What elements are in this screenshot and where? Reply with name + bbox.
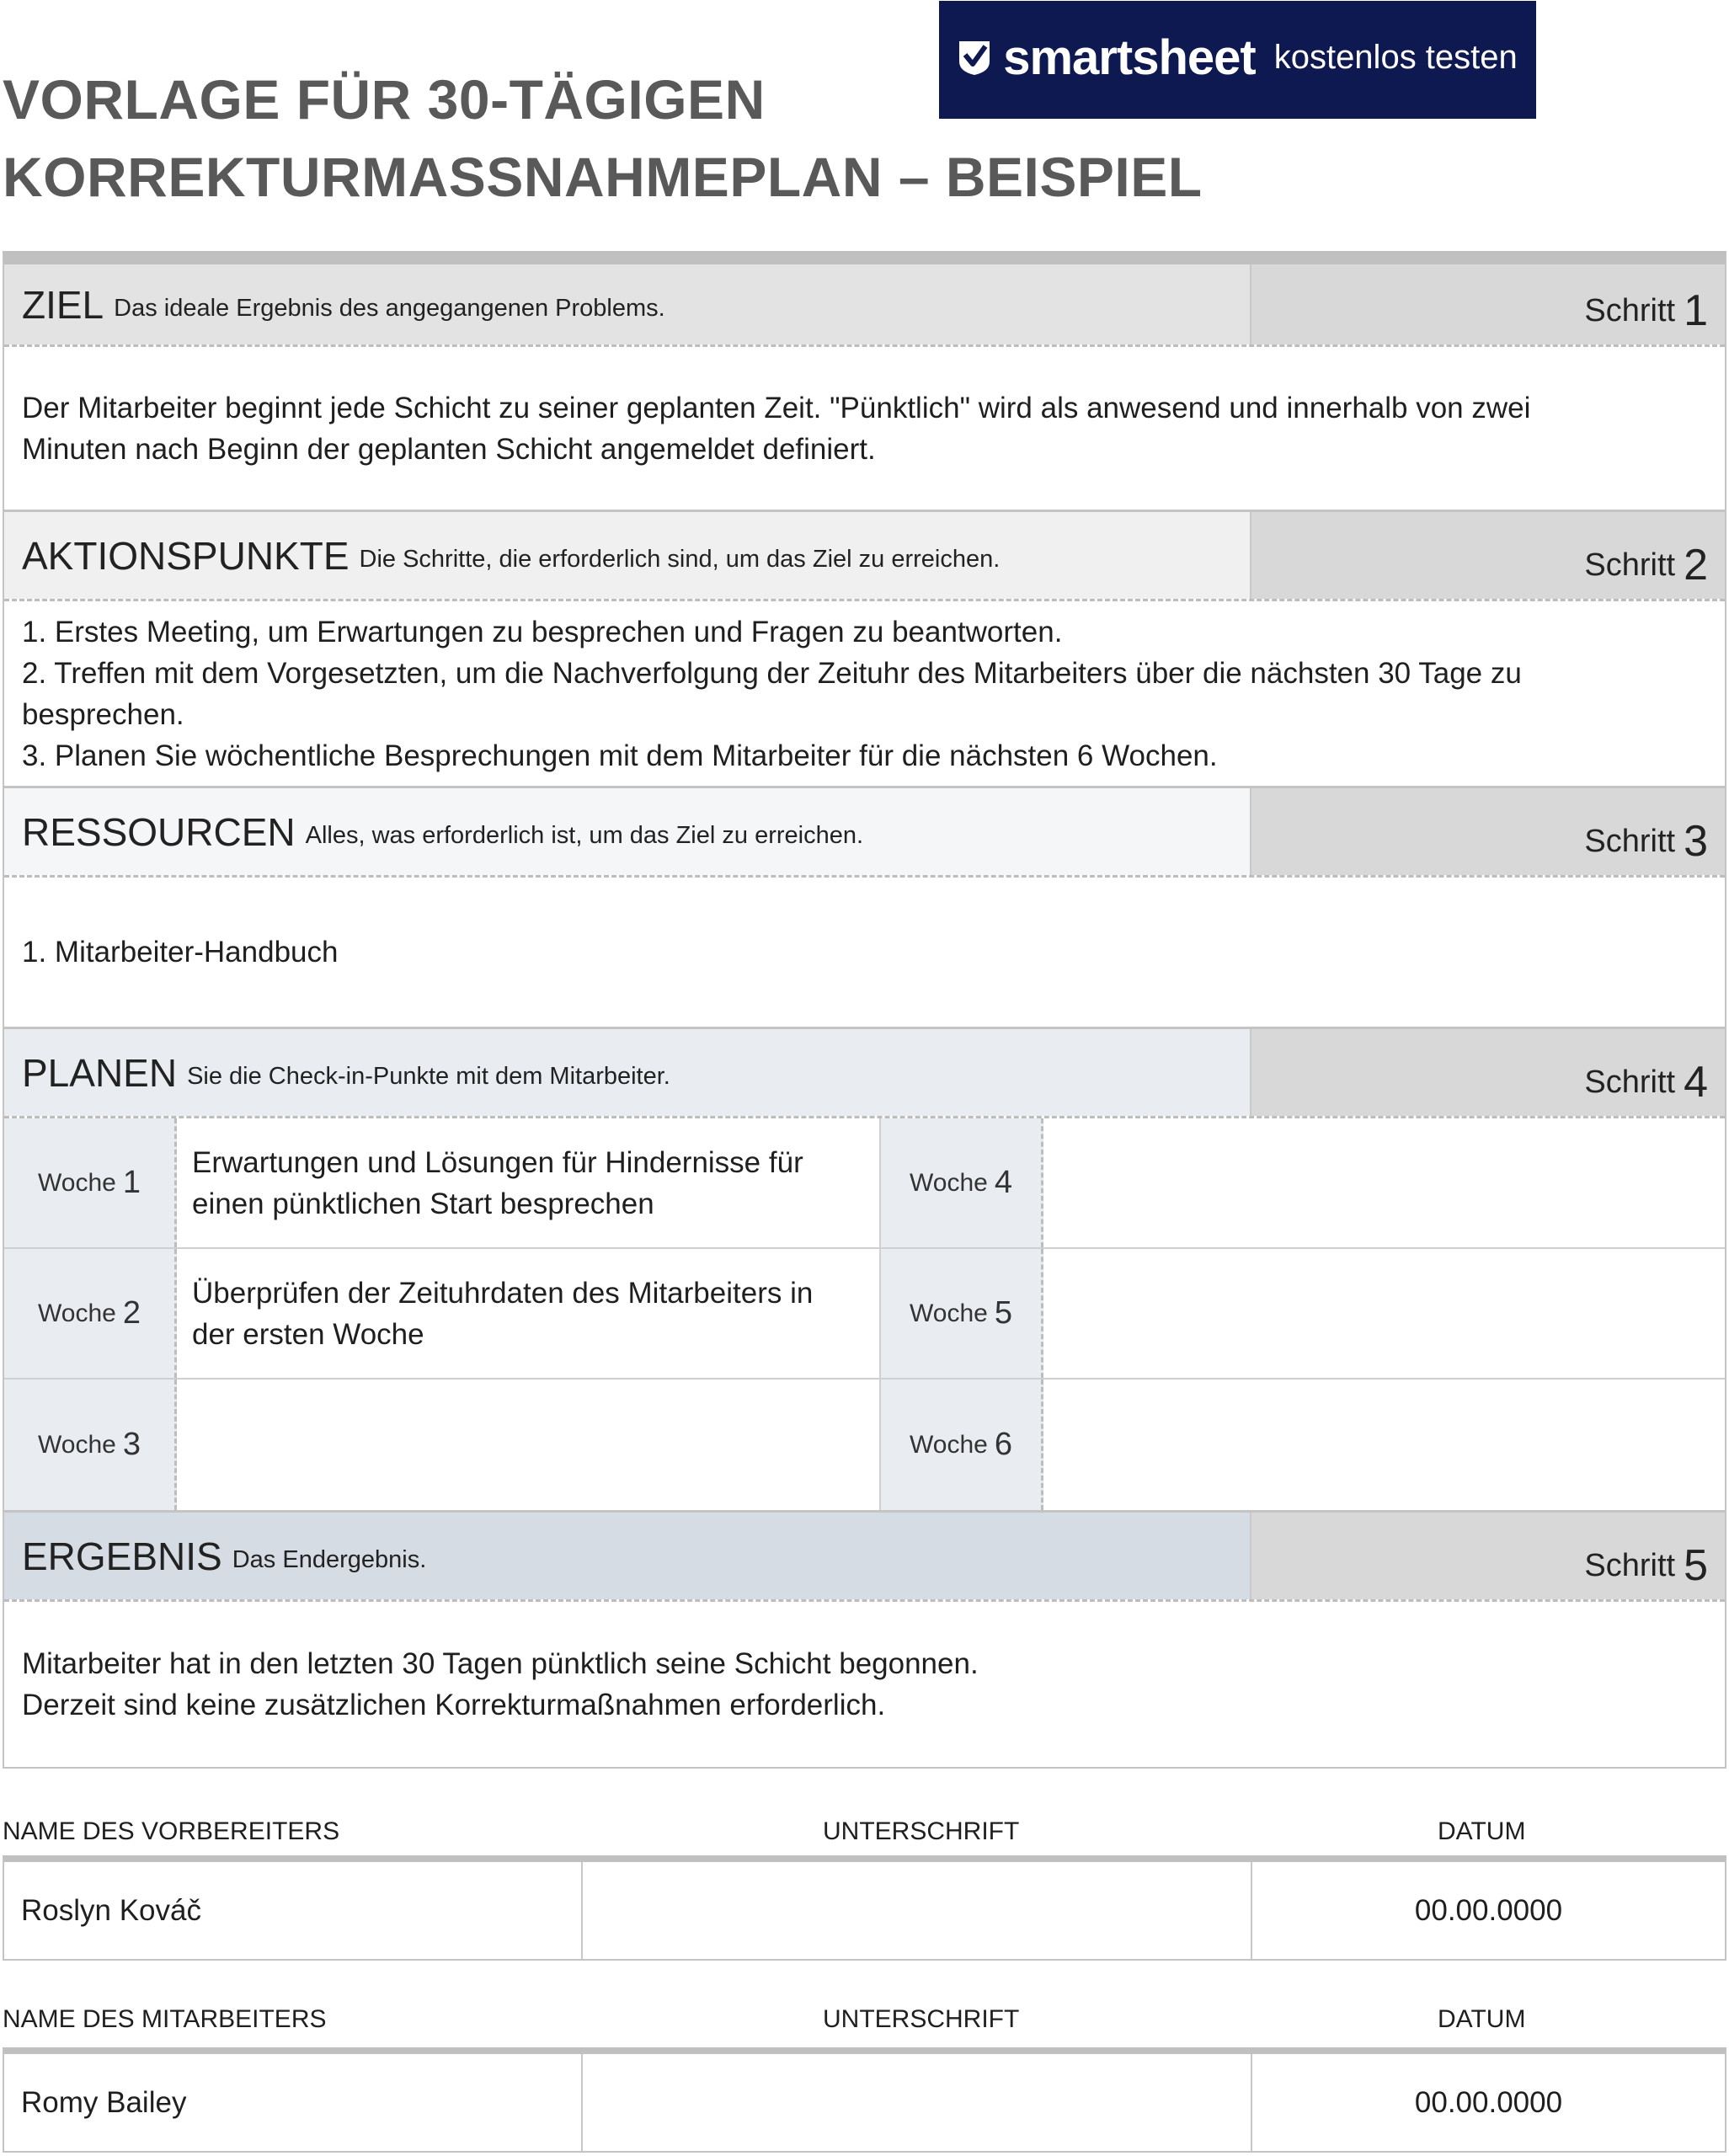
section-body-ressourcen[interactable]: [4, 878, 1725, 1029]
body-line: 1. Mitarbeiter-Handbuch: [22, 936, 339, 969]
preparer-date-field[interactable]: 00.00.0000: [1414, 1893, 1563, 1927]
week-row: [4, 1118, 1725, 1249]
weekly-checkin-grid: [4, 1118, 1725, 1513]
step-indicator: [1251, 1513, 1725, 1599]
section-title-cell: [4, 1029, 1251, 1116]
page-title-line-2: KORREKTURMASSNAHMEPLAN – BEISPIEL: [3, 146, 1203, 208]
section-header-planen: [4, 1029, 1725, 1118]
section-body-ergebnis[interactable]: [4, 1602, 1725, 1767]
preparer-name-field[interactable]: Roslyn Kováč: [4, 1862, 583, 1959]
action-plan-table: [3, 251, 1726, 1769]
section-title: ERGEBNIS: [22, 1534, 222, 1578]
employee-name-field[interactable]: Romy Bailey: [4, 2054, 583, 2151]
step-number: 4: [1684, 1058, 1708, 1107]
step-indicator: [1251, 512, 1725, 599]
week-label: Woche 1: [4, 1118, 177, 1247]
step-label: Schritt: [1584, 293, 1676, 328]
week-label: Woche 2: [4, 1249, 177, 1378]
week-label: Woche 5: [879, 1249, 1043, 1378]
body-line: 3. Planen Sie wöchentliche Besprechungen mit dem Mitarbeiter für die nächsten 6 Wochen.: [22, 739, 1218, 772]
section-title: RESSOURCEN: [22, 809, 296, 854]
step-number: 3: [1684, 817, 1708, 866]
section-subtitle: Das ideale Ergebnis des angegangenen Problems.: [114, 295, 665, 322]
section-header-ergebnis: [4, 1513, 1725, 1602]
step-number: 5: [1684, 1541, 1708, 1590]
signature-column-header: UNTERSCHRIFT: [823, 1817, 1020, 1845]
week-notes[interactable]: [1043, 1249, 1725, 1378]
step-label: Schritt: [1584, 1065, 1676, 1100]
step-number: 2: [1684, 541, 1708, 590]
date-column-header: DATUM: [1438, 2005, 1526, 2033]
preparer-signature-field[interactable]: [583, 1862, 1252, 1959]
step-indicator: [1251, 264, 1725, 344]
step-indicator: [1251, 788, 1725, 875]
week-note-line: Überprüfen der Zeituhrdaten des Mitarbeiters in: [192, 1276, 814, 1310]
signature-header-employee: [3, 2005, 1726, 2039]
section-title: AKTIONSPUNKTE: [22, 533, 350, 578]
name-column-header: NAME DES VORBEREITERS: [3, 1817, 340, 1845]
signature-header-preparer: [3, 1817, 1726, 1851]
week-note-line: Erwartungen und Lösungen für Hindernisse für: [192, 1145, 803, 1179]
week-label: Woche 3: [4, 1380, 177, 1510]
body-line: Minuten nach Beginn der geplanten Schicht angemeldet definiert.: [22, 432, 876, 466]
section-title: ZIEL: [22, 282, 104, 327]
page-title-line-1: VORLAGE FÜR 30-TÄGIGEN: [3, 68, 766, 131]
section-title: PLANEN: [22, 1050, 178, 1095]
signature-column-header: UNTERSCHRIFT: [823, 2005, 1020, 2033]
week-label: Woche 4: [879, 1118, 1043, 1247]
week-notes[interactable]: [177, 1118, 879, 1247]
step-indicator: [1251, 1029, 1725, 1116]
section-subtitle: Alles, was erforderlich ist, um das Ziel zu erreichen.: [305, 822, 864, 849]
trial-cta: kostenlos testen: [1273, 38, 1518, 76]
week-notes[interactable]: [1043, 1118, 1725, 1247]
step-label: Schritt: [1584, 547, 1676, 583]
section-body-ziel[interactable]: [4, 347, 1725, 512]
body-line: besprechen.: [22, 697, 184, 731]
step-label: Schritt: [1584, 824, 1676, 859]
body-line: 2. Treffen mit dem Vorgesetzten, um die Nachverfolgung der Zeituhr des Mitarbeiters über die nächsten 30 Tage zu: [22, 656, 1522, 690]
section-title-cell: [4, 1513, 1251, 1599]
week-notes[interactable]: [177, 1380, 879, 1510]
section-header-ziel: [4, 264, 1725, 347]
week-label: Woche 6: [879, 1380, 1043, 1510]
section-subtitle: Das Endergebnis.: [232, 1546, 427, 1573]
signature-row-employee: [3, 2047, 1726, 2153]
signature-row-preparer: [3, 1855, 1726, 1961]
smartsheet-brand: smartsheet: [1003, 29, 1256, 85]
week-note-line: der ersten Woche: [192, 1317, 424, 1351]
body-line: Derzeit sind keine zusätzlichen Korrekturmaßnahmen erforderlich.: [22, 1689, 886, 1721]
section-subtitle: Sie die Check-in-Punkte mit dem Mitarbeiter.: [187, 1063, 670, 1090]
week-notes[interactable]: [177, 1249, 879, 1378]
section-header-ressourcen: [4, 788, 1725, 878]
smartsheet-trial-banner[interactable]: [939, 1, 1536, 119]
week-row: [4, 1249, 1725, 1380]
week-notes[interactable]: [1043, 1380, 1725, 1510]
name-column-header: NAME DES MITARBEITERS: [3, 2005, 327, 2033]
section-body-aktionspunkte[interactable]: [4, 601, 1725, 788]
section-title-cell: [4, 788, 1251, 875]
section-subtitle: Die Schritte, die erforderlich sind, um das Ziel zu erreichen.: [359, 546, 1001, 573]
employee-date-field[interactable]: 00.00.0000: [1414, 2085, 1563, 2119]
section-title-cell: [4, 512, 1251, 599]
section-header-aktionspunkte: [4, 512, 1725, 601]
smartsheet-check-icon: [958, 38, 991, 77]
week-row: [4, 1380, 1725, 1513]
body-line: Mitarbeiter hat in den letzten 30 Tagen pünktlich seine Schicht begonnen.: [22, 1647, 979, 1680]
employee-signature-field[interactable]: [583, 2054, 1252, 2151]
step-number: 1: [1684, 286, 1708, 335]
week-note-line: einen pünktlichen Start besprechen: [192, 1187, 654, 1220]
date-column-header: DATUM: [1438, 1817, 1526, 1845]
step-label: Schritt: [1584, 1548, 1676, 1583]
body-line: Der Mitarbeiter beginnt jede Schicht zu seiner geplanten Zeit. "Pünktlich" wird als anwesend und innerhalb von zwei: [22, 391, 1531, 424]
section-title-cell: [4, 264, 1251, 344]
body-line: 1. Erstes Meeting, um Erwartungen zu besprechen und Fragen zu beantworten.: [22, 615, 1063, 648]
